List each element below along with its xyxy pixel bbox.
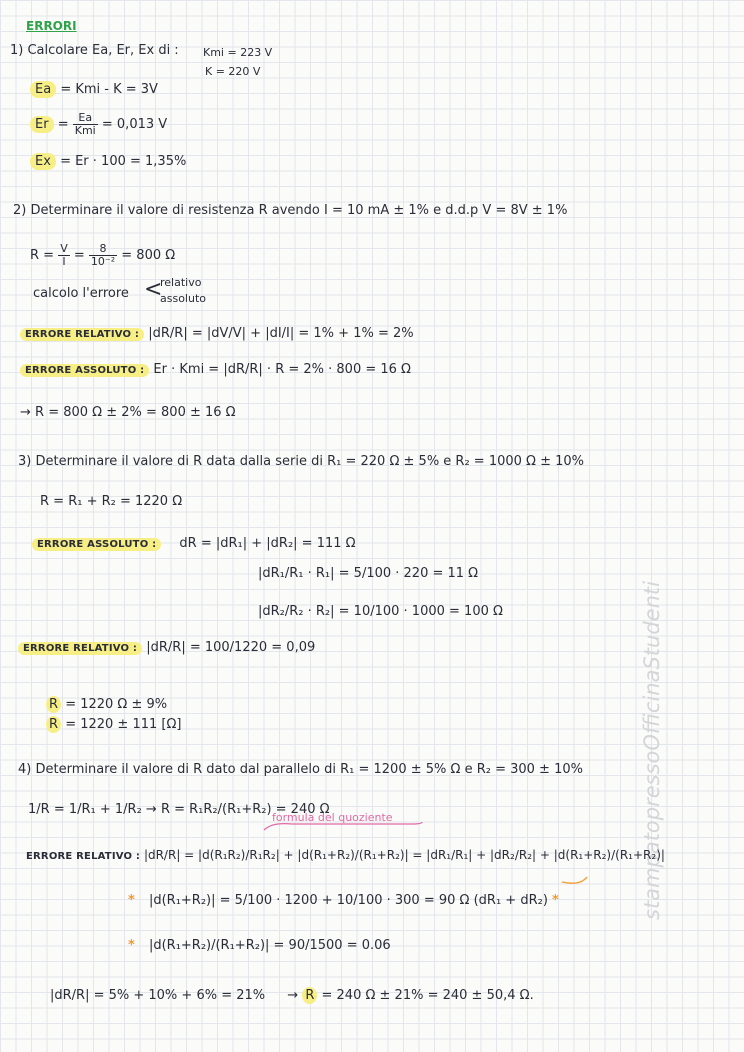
- star-1-icon: *: [128, 893, 135, 908]
- series-sum: R = R₁ + R₂ = 1220 Ω: [40, 494, 183, 509]
- branch-assoluto: assoluto: [160, 292, 207, 305]
- s2-absolute-error-line: [20, 362, 411, 379]
- final-symbol: R: [302, 987, 317, 1004]
- r-lhs: R =: [30, 248, 55, 263]
- s3-result-2: [46, 717, 181, 733]
- s3-result-2-symbol: R: [46, 716, 61, 733]
- r-ohm-line: [30, 243, 175, 268]
- er-symbol: Er: [30, 116, 54, 133]
- s4-relative-error-line: [26, 847, 665, 865]
- s2-absolute-error-label: ERRORE ASSOLUTO :: [20, 364, 149, 377]
- er-result: = 0,013 V: [101, 117, 168, 132]
- s3-absolute-error-line: [32, 536, 356, 553]
- final-lhs: |dR/R| = 5% + 10% + 6% = 21%: [50, 988, 266, 1003]
- section-1-text: Calcolare Ea, Er, Ex di :: [27, 43, 179, 58]
- pink-annotation: formula del quoziente: [272, 811, 393, 824]
- given-k: K = 220 V: [205, 65, 261, 78]
- r-equals: =: [73, 248, 85, 263]
- final-line: [50, 988, 534, 1004]
- branch-relativo: relativo: [160, 276, 202, 289]
- r-result: = 800 Ω: [121, 248, 176, 263]
- er-numerator: Ea: [73, 112, 98, 125]
- parallel-formula: 1/R = 1/R₁ + 1/R₂ → R = R₁R₂/(R₁+R₂) = 240 Ω: [28, 802, 330, 817]
- s2-absolute-error-expr: Er · Kmi = |dR/R| · R = 2% · 800 = 16 Ω: [153, 362, 411, 377]
- r-fraction-1: [58, 243, 70, 268]
- calcolo-errore: calcolo l'errore: [33, 286, 129, 301]
- er-denominator: Kmi: [74, 124, 96, 137]
- watermark: stampatopressoOfficinaStudenti: [640, 581, 664, 920]
- r-f2-num: 8: [89, 243, 117, 256]
- s3-result-1-value: = 1220 Ω ± 9%: [65, 697, 168, 712]
- ex-symbol: Ex: [30, 153, 56, 170]
- final-result: = 240 Ω ± 21% = 240 ± 50,4 Ω.: [321, 988, 534, 1003]
- s2-relative-error-line: [20, 326, 414, 343]
- star-2-expr: |d(R₁+R₂)/(R₁+R₂)| = 90/1500 = 0.06: [148, 938, 391, 953]
- dr1-calc: |dR₁/R₁ · R₁| = 5/100 · 220 = 11 Ω: [258, 566, 479, 581]
- er-fraction: [73, 112, 98, 137]
- er-equals: =: [57, 117, 69, 132]
- s3-result-1-symbol: R: [46, 696, 61, 713]
- pink-brace-top: [264, 822, 422, 830]
- r-f1-num: V: [60, 242, 68, 255]
- s3-result-1: [46, 697, 167, 713]
- ea-symbol: Ea: [30, 81, 56, 98]
- ex-line: [30, 154, 186, 170]
- r-fraction-2: [89, 243, 117, 268]
- section-1-number: 1): [10, 43, 24, 58]
- page-title: ERRORI: [26, 19, 77, 33]
- s3-relative-error-label: ERRORE RELATIVO :: [18, 642, 142, 655]
- branch-bracket: <: [144, 277, 163, 302]
- s2-result: → R = 800 Ω ± 2% = 800 ± 16 Ω: [20, 405, 236, 420]
- star-3-icon: *: [552, 893, 559, 908]
- dr2-calc: |dR₂/R₂ · R₂| = 10/100 · 1000 = 100 Ω: [258, 604, 503, 619]
- s4-relative-error-expr: |dR/R| = |d(R₁R₂)/R₁R₂| + |d(R₁+R₂)/(R₁+R₂)| = |dR₁/R₁| + |dR₂/R₂| + |d(R₁+R₂)/(R₁+R₂)|: [143, 848, 665, 862]
- star-1-expr: |d(R₁+R₂)| = 5/100 · 1200 + 10/100 · 300 = 90 Ω (dR₁ + dR₂): [148, 893, 548, 908]
- ea-line: [30, 82, 158, 98]
- star-2-line: [128, 938, 391, 954]
- section-4-heading: 4) Determinare il valore di R dato dal parallelo di R₁ = 1200 ± 5% Ω e R₂ = 300 ± 10%: [18, 762, 583, 777]
- s3-result-2-value: = 1220 ± 111 [Ω]: [65, 717, 182, 732]
- star-1-line: [128, 893, 559, 909]
- section-1-heading: [10, 43, 179, 59]
- ea-expression: = Kmi - K = 3V: [60, 82, 158, 97]
- section-3-heading: 3) Determinare il valore di R data dalla serie di R₁ = 220 Ω ± 5% e R₂ = 1000 Ω ± 10%: [18, 454, 585, 469]
- r-f1-den: I: [62, 255, 66, 268]
- s2-relative-error-label: ERRORE RELATIVO :: [20, 328, 144, 341]
- star-2-icon: *: [128, 938, 135, 953]
- given-kmi: Kmi = 223 V: [203, 46, 273, 59]
- s4-relative-error-label: ERRORE RELATIVO :: [26, 851, 141, 862]
- final-arrow: →: [287, 988, 299, 1003]
- orange-underline: [562, 877, 587, 883]
- s3-absolute-error-expr: dR = |dR₁| + |dR₂| = 111 Ω: [179, 536, 356, 551]
- ex-expression: = Er · 100 = 1,35%: [60, 154, 187, 169]
- s3-relative-error-expr: |dR/R| = 100/1220 = 0,09: [146, 640, 316, 655]
- s2-relative-error-expr: |dR/R| = |dV/V| + |dI/I| = 1% + 1% = 2%: [148, 326, 414, 341]
- r-f2-den: 10⁻²: [90, 255, 116, 268]
- s3-relative-error-line: [18, 640, 315, 657]
- er-line: [30, 112, 167, 137]
- s3-absolute-error-label: ERRORE ASSOLUTO :: [32, 538, 161, 551]
- section-2-heading: 2) Determinare il valore di resistenza R avendo I = 10 mA ± 1% e d.d.p V = 8V ± 1%: [13, 203, 568, 218]
